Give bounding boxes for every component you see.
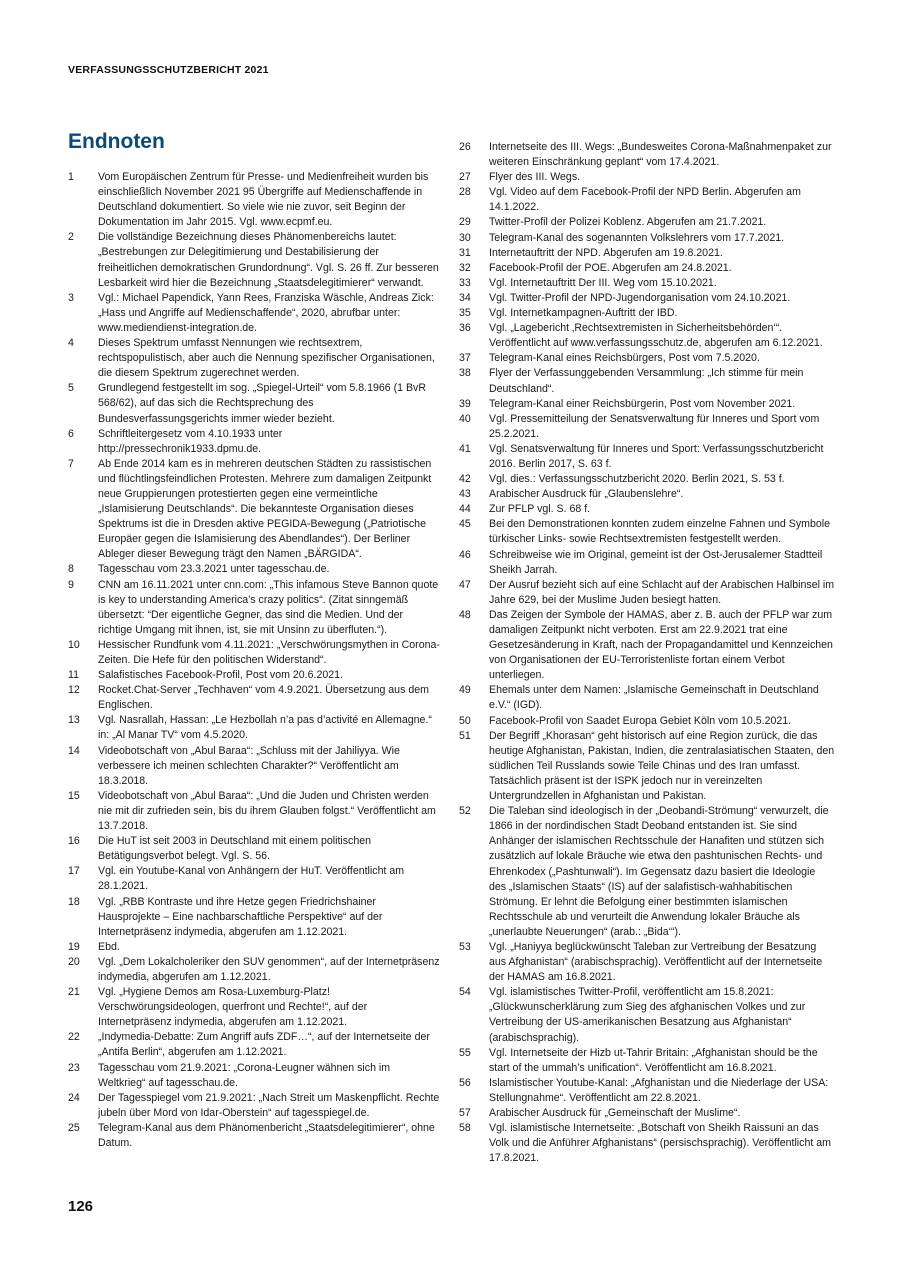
endnote-number: 50 bbox=[459, 714, 471, 727]
endnote bbox=[459, 714, 835, 729]
endnote-text: Schriftleitergesetz vom 4.10.1933 unter http://pressechronik1933.dpmu.de. bbox=[98, 427, 283, 455]
endnote-number: 54 bbox=[459, 986, 471, 999]
endnote bbox=[459, 291, 835, 306]
endnote bbox=[68, 336, 440, 381]
endnote-text: Vgl. „Haniyya beglückwünscht Taleban zur Vertreibung der Besatzung aus Afghanistan“ (arabischsprachig). Veröffentlicht auf der Internetseite der HAMAS am 16.8.2021. bbox=[489, 940, 823, 984]
endnote bbox=[68, 230, 440, 290]
endnote-number: 8 bbox=[68, 563, 74, 576]
endnote bbox=[68, 1061, 440, 1091]
endnote bbox=[459, 1046, 835, 1076]
endnote-number: 39 bbox=[459, 397, 471, 410]
endnote bbox=[459, 170, 835, 185]
endnote-text: Internetseite des III. Wegs: „Bundesweites Corona-Maßnahmenpaket zur weiteren Einschränkung geplant“ vom 17.4.2021. bbox=[489, 141, 832, 169]
endnote-text: Arabischer Ausdruck für „Gemeinschaft der Muslime“. bbox=[489, 1107, 741, 1119]
endnote-text: Vgl. Nasrallah, Hassan: „Le Hezbollah n’a pas d’activité en Allemagne.“ in: „Al Manar TV“ vom 4.5.2020. bbox=[98, 714, 432, 742]
endnote-number: 12 bbox=[68, 684, 80, 697]
endnote-text: Telegram-Kanal des sogenannten Volkslehrers vom 17.7.2021. bbox=[489, 231, 785, 244]
endnote-number: 27 bbox=[459, 171, 471, 184]
running-header: VERFASSUNGSSCHUTZBERICHT 2021 bbox=[68, 64, 269, 76]
endnote-number: 18 bbox=[68, 895, 80, 908]
endnote-text: Die vollständige Bezeichnung dieses Phänomenbereichs lautet: „Bestrebungen zur Delegitimierung und Destabilisierung der freiheitlichen demokratischen Grundordnung“. Vgl. S. 26 ff. Zur besseren Lesbarkeit wird hier die Bezeichnung „Staatsdelegitimierer“ verwandt. bbox=[98, 231, 439, 289]
endnote-number: 9 bbox=[68, 578, 74, 591]
endnote-text: Tagesschau vom 21.9.2021: „Corona-Leugner wähnen sich im Weltkrieg“ auf tagesschau.de. bbox=[98, 1061, 391, 1089]
endnote bbox=[459, 804, 835, 940]
endnote-text: Telegram-Kanal einer Reichsbürgerin, Post vom November 2021. bbox=[489, 397, 796, 410]
endnote-text: Vgl. Internetkampagnen-Auftritt der IBD. bbox=[489, 307, 678, 320]
endnote-text: Der Begriff „Khorasan“ geht historisch auf eine Region zurück, die das heutige Afghanistan, Pakistan, Indien, die zentralasiatischen Staaten, den südlichen Teil Russlands sowie Teile Chinas und des Iran umfasst. Tatsächlich präsent ist der ISPK jedoch nur in vereinzelten Untergrundzellen in Afghanistan und Pakistan. bbox=[489, 729, 835, 803]
page-number: 126 bbox=[68, 1198, 94, 1215]
endnote-text: Vgl. Video auf dem Facebook-Profil der NPD Berlin. Abgerufen am 14.1.2022. bbox=[489, 186, 801, 214]
endnote-text: Die HuT ist seit 2003 in Deutschland mit einem politischen Betätigungsverbot belegt. Vgl. S. 56. bbox=[98, 835, 372, 863]
endnote-number: 14 bbox=[68, 744, 80, 757]
endnote bbox=[68, 864, 440, 894]
endnote bbox=[459, 215, 835, 230]
endnote-text: Vgl. Internetseite der Hizb ut-Tahrir Britain: „Afghanistan should be the start of the ummah’s unification“. Veröffentlicht am 16.8.2021. bbox=[489, 1046, 818, 1074]
endnote-text: Vgl. „Hygiene Demos am Rosa-Luxemburg-Platz! Verschwörungsideologen, querfront und Rechte!“, auf der Internetpräsenz indymedia, abgerufen am 1.12.2021. bbox=[98, 986, 368, 1029]
endnote bbox=[459, 472, 835, 487]
endnote bbox=[68, 291, 440, 336]
endnote-number: 33 bbox=[459, 276, 471, 289]
endnote-number: 13 bbox=[68, 714, 80, 727]
endnote-number: 51 bbox=[459, 729, 471, 742]
endnote bbox=[459, 397, 835, 412]
endnote-number: 35 bbox=[459, 307, 471, 320]
endnote-number: 47 bbox=[459, 578, 471, 591]
endnote-text: Vgl. ein Youtube-Kanal von Anhängern der HuT. Veröffentlicht am 28.1.2021. bbox=[98, 865, 405, 893]
endnote bbox=[459, 412, 835, 442]
endnote bbox=[68, 744, 440, 789]
endnote-text: Vgl. „Lagebericht ‚Rechtsextremisten in Sicherheitsbehörden‘“. Veröffentlicht auf www.verfassungsschutz.de, abgerufen am 6.12.2021. bbox=[489, 322, 823, 350]
endnote-number: 23 bbox=[68, 1061, 80, 1074]
endnote-number: 25 bbox=[68, 1121, 80, 1134]
endnote-text: Arabischer Ausdruck für „Glaubenslehre“. bbox=[489, 488, 684, 501]
endnote-number: 17 bbox=[68, 865, 80, 878]
endnote bbox=[459, 321, 835, 351]
endnote bbox=[68, 940, 440, 955]
endnote-number: 24 bbox=[68, 1091, 80, 1104]
endnote bbox=[68, 683, 440, 713]
endnote-text: Facebook-Profil von Saadet Europa Gebiet Köln vom 10.5.2021. bbox=[489, 714, 792, 727]
endnote-text: Ebd. bbox=[98, 940, 120, 953]
endnote bbox=[459, 185, 835, 215]
endnote bbox=[459, 578, 835, 608]
endnote bbox=[459, 1121, 835, 1166]
endnote bbox=[68, 170, 440, 230]
endnote bbox=[459, 261, 835, 276]
endnote-text: Vom Europäischen Zentrum für Presse- und Medienfreiheit wurden bis einschließlich November 2021 95 Übergriffe auf Medienschaffende in Deutschland dokumentiert. So viele wie nie zuvor, seit Beginn der Dokumentation im Jahr 2015. Vgl. www.ecpmf.eu. bbox=[98, 171, 429, 229]
endnote-number: 5 bbox=[68, 382, 74, 395]
endnote-number: 53 bbox=[459, 940, 471, 953]
endnote bbox=[459, 246, 835, 261]
endnote-text: Das Zeigen der Symbole der HAMAS, aber z. B. auch der PFLP war zum damaligen Zeitpunkt nicht verboten. Erst am 22.9.2021 trat eine Gesetzesänderung in Kraft, nach der Propagandamittel und Kennzeichen von Organisationen der EU-Terroristenliste fortan einem Verbot unterliegen. bbox=[489, 608, 833, 682]
endnote-text: Twitter-Profil der Polizei Koblenz. Abgerufen am 21.7.2021. bbox=[489, 216, 767, 229]
endnote-text: Videobotschaft von „Abul Baraa“: „Schluss mit der Jahiliyya. Wie verbessere ich meinen schlechten Charakter?“ Veröffentlicht am 18.3.2018. bbox=[98, 744, 400, 787]
endnote bbox=[68, 578, 440, 638]
endnote bbox=[459, 502, 835, 517]
endnote-text: Vgl. Twitter-Profil der NPD-Jugendorganisation vom 24.10.2021. bbox=[489, 291, 791, 304]
endnote-number: 55 bbox=[459, 1046, 471, 1059]
endnote-text: Der Ausruf bezieht sich auf eine Schlacht auf der Arabischen Halbinsel im Jahre 629, bei der Muslime Juden besiegt hatten. bbox=[489, 578, 835, 606]
endnote-number: 32 bbox=[459, 261, 471, 274]
endnote-number: 58 bbox=[459, 1122, 471, 1135]
endnotes-column-left bbox=[68, 170, 440, 1151]
endnote-number: 19 bbox=[68, 940, 80, 953]
endnote-number: 4 bbox=[68, 337, 74, 350]
endnote-text: Vgl. islamistische Internetseite: „Botschaft von Sheikh Raissuni an das Volk und die Anführer Afghanistans“ (persischsprachig). Veröffentlicht am 17.8.2021. bbox=[489, 1122, 831, 1165]
endnote-number: 38 bbox=[459, 367, 471, 380]
endnote-number: 11 bbox=[68, 669, 79, 682]
endnote-text: Vgl. „RBB Kontraste und ihre Hetze gegen Friedrichshainer Hausprojekte – Eine nachbarschaftliche Perspektive“ auf der Internetpräsenz indymedia, abgerufen am 1.12.2021. bbox=[98, 895, 383, 938]
endnote-number: 44 bbox=[459, 503, 471, 516]
endnote-number: 20 bbox=[68, 955, 80, 968]
endnote bbox=[68, 381, 440, 426]
endnote bbox=[68, 668, 440, 683]
endnote-text: Der Tagesspiegel vom 21.9.2021: „Nach Streit um Maskenpflicht. Rechte jubeln über Mord von Idar-Oberstein“ auf tagesspiegel.de. bbox=[98, 1091, 440, 1119]
endnote-number: 6 bbox=[68, 427, 74, 440]
endnote-text: Vgl. dies.: Verfassungsschutzbericht 2020. Berlin 2021, S. 53 f. bbox=[489, 473, 785, 486]
endnote-text: Ab Ende 2014 kam es in mehreren deutschen Städten zu rassistischen und flüchtlingsfeindlichen Protesten. Mehrere zum damaligen Zeitpunkt neue Gruppierungen protestierten gegen eine vermeintliche „Islamisierung Deutschlands“. Die bekannteste Organisation dieses Spektrums ist die in Dresden aktive PEGIDA-Bewegung („Patriotische Europäer gegen die Islamisierung des Abendlandes“). Der Berliner Ableger dieser Bewegung trägt den Namen „BÄRGIDA“. bbox=[98, 457, 432, 561]
endnote-text: Vgl.: Michael Papendick, Yann Rees, Franziska Wäschle, Andreas Zick: „Hass und Angriffe auf Medienschaffende“, 2020, abrufbar unter: www.mediendienst-integration.de. bbox=[98, 291, 434, 334]
endnote bbox=[68, 1121, 440, 1151]
endnote bbox=[68, 427, 440, 457]
endnote-text: Vgl. Pressemitteilung der Senatsverwaltung für Inneres und Sport vom 25.2.2021. bbox=[489, 412, 820, 440]
endnote-text: Hessischer Rundfunk vom 4.11.2021: „Verschwörungsmythen in Corona-Zeiten. Die Hefe für den politischen Widerstand“. bbox=[98, 638, 440, 666]
endnote-text: Vgl. „Dem Lokalcholeriker den SUV genommen“, auf der Internetpräsenz indymedia, abgerufen am 1.12.2021. bbox=[98, 955, 440, 983]
endnote-number: 46 bbox=[459, 548, 471, 561]
endnotes-column-right bbox=[459, 140, 835, 1166]
endnote-text: Dieses Spektrum umfasst Nennungen wie rechtsextrem, rechtspopulistisch, aber auch die Nennung spezifischer Organisationen, die diesem Spektrum zugerechnet werden. bbox=[98, 337, 435, 380]
endnote bbox=[459, 351, 835, 366]
endnote-text: Flyer der Verfassunggebenden Versammlung: „Ich stimme für mein Deutschland“. bbox=[489, 367, 804, 395]
endnote-text: „Indymedia-Debatte: Zum Angriff aufs ZDF…“, auf der Internetseite der „Antifa Berlin“, abgerufen am 1.12.2021. bbox=[98, 1031, 430, 1059]
endnote-number: 2 bbox=[68, 231, 74, 244]
endnote-number: 26 bbox=[459, 141, 471, 153]
endnote-text: Zur PFLP vgl. S. 68 f. bbox=[489, 503, 591, 516]
endnote-number: 21 bbox=[68, 986, 80, 999]
endnote bbox=[68, 895, 440, 940]
endnote bbox=[68, 638, 440, 668]
endnote bbox=[459, 231, 835, 246]
endnote bbox=[459, 985, 835, 1045]
endnote-number: 15 bbox=[68, 789, 80, 802]
endnote bbox=[68, 457, 440, 563]
endnote-text: CNN am 16.11.2021 unter cnn.com: „This infamous Steve Bannon quote is key to understanding America’s crazy politics“. (Zitat sinngemäß übersetzt: “Der eigentliche Gegner, das sind die Medien. Und der richtige Umgang mit ihnen, ist, sie mit Unsinn zu überfluten.“). bbox=[98, 578, 439, 636]
endnote-number: 49 bbox=[459, 684, 471, 697]
endnote bbox=[68, 789, 440, 834]
endnote-text: Videobotschaft von „Abul Baraa“: „Und die Juden und Christen werden nie mit dir zufrieden sein, bis du ihrem Glauben folgst.“ Veröffentlicht am 13.7.2018. bbox=[98, 789, 436, 833]
endnote-number: 1 bbox=[68, 171, 74, 183]
endnote-text: Ehemals unter dem Namen: „Islamische Gemeinschaft in Deutschland e.V.“ (IGD). bbox=[489, 684, 819, 712]
endnote-text: Vgl. islamistisches Twitter-Profil, veröffentlicht am 15.8.2021: „Glückwunscherklärung zum Sieg des afghanischen Volkes und zur Vertreibung der US-amerikanischen Besatzung aus Afghanistan“ (arabischsprachig). bbox=[489, 986, 806, 1044]
endnote-text: Flyer des III. Wegs. bbox=[489, 171, 581, 184]
endnote-number: 41 bbox=[459, 442, 471, 455]
endnote bbox=[68, 562, 440, 577]
endnote bbox=[68, 1091, 440, 1121]
endnote-number: 3 bbox=[68, 291, 74, 304]
endnote-number: 28 bbox=[459, 186, 471, 199]
endnote-number: 37 bbox=[459, 352, 471, 365]
endnote bbox=[459, 683, 835, 713]
endnote-number: 31 bbox=[459, 246, 471, 259]
endnote-text: Facebook-Profil der POE. Abgerufen am 24.8.2021. bbox=[489, 261, 732, 274]
endnote bbox=[459, 1106, 835, 1121]
endnote-number: 57 bbox=[459, 1107, 471, 1119]
endnote bbox=[459, 608, 835, 683]
endnote bbox=[459, 548, 835, 578]
endnote bbox=[68, 713, 440, 743]
endnote-text: Vgl. Senatsverwaltung für Inneres und Sport: Verfassungsschutzbericht 2016. Berlin 2017, S. 63 f. bbox=[489, 442, 824, 470]
endnote-number: 16 bbox=[68, 835, 80, 848]
endnote-number: 34 bbox=[459, 291, 471, 304]
endnote bbox=[459, 442, 835, 472]
endnote-number: 52 bbox=[459, 805, 471, 818]
endnote-number: 42 bbox=[459, 473, 471, 486]
endnote-text: Die Taleban sind ideologisch in der „Deobandi-Strömung“ verwurzelt, die 1866 in der nordindischen Stadt Deoband entstanden ist. Sie sind Anhänger der islamischen Rechtsschule der Hanafiten und stützen sich zusätzlich auf lokale Bräuche wie etwa den pashtunischen Rechts- und Ehrenkodex („Pashtunwali“). Im Gegensatz dazu basiert die Ideologie des „Islamischen Staats“ (IS) auf der salafistisch-wahhabitischen Strömung. Er lehnt die Befolgung einer bestimmten islamischen Rechtsschule ab und verurteilt die Anwendung lokaler Bräuche als „unerlaubte Neuerungen“ (arab.: „Bida‘“). bbox=[489, 805, 829, 938]
section-title: Endnoten bbox=[68, 130, 165, 153]
endnote-number: 45 bbox=[459, 518, 471, 531]
endnote bbox=[459, 140, 835, 170]
endnote bbox=[68, 1030, 440, 1060]
endnote-number: 30 bbox=[459, 231, 471, 244]
endnote bbox=[459, 517, 835, 547]
endnote bbox=[68, 834, 440, 864]
endnote-text: Islamistischer Youtube-Kanal: „Afghanistan und die Niederlage der USA: Stellungnahme“. Veröffentlicht am 22.8.2021. bbox=[489, 1076, 829, 1104]
endnote-text: Salafistisches Facebook-Profil, Post vom 20.6.2021. bbox=[98, 669, 343, 682]
endnote-text: Telegram-Kanal aus dem Phänomenbericht „Staatsdelegitimierer“, ohne Datum. bbox=[98, 1121, 435, 1149]
endnote bbox=[68, 985, 440, 1030]
endnote-number: 7 bbox=[68, 457, 74, 470]
endnote-number: 36 bbox=[459, 322, 471, 335]
endnote-text: Rocket.Chat-Server „Techhaven“ vom 4.9.2021. Übersetzung aus dem Englischen. bbox=[98, 684, 429, 712]
endnote-number: 29 bbox=[459, 216, 471, 229]
endnote bbox=[459, 1076, 835, 1106]
endnote-number: 43 bbox=[459, 488, 471, 501]
endnote bbox=[459, 276, 835, 291]
endnote-number: 56 bbox=[459, 1076, 471, 1089]
endnote-text: Bei den Demonstrationen konnten zudem einzelne Fahnen und Symbole türkischer Links- sowie Rechtsextremisten festgestellt werden. bbox=[489, 518, 830, 546]
endnote bbox=[459, 306, 835, 321]
endnote bbox=[68, 955, 440, 985]
endnote-text: Internetauftritt der NPD. Abgerufen am 19.8.2021. bbox=[489, 246, 723, 259]
endnote-text: Vgl. Internetauftritt Der III. Weg vom 15.10.2021. bbox=[489, 276, 717, 289]
endnote-text: Telegram-Kanal eines Reichsbürgers, Post vom 7.5.2020. bbox=[489, 352, 760, 365]
endnote-text: Grundlegend festgestellt im sog. „Spiegel-Urteil“ vom 5.8.1966 (1 BvR 568/62), auf das sich die Rechtsprechung des Bundesverfassungsgerichts immer wieder bezieht. bbox=[98, 382, 426, 425]
endnote bbox=[459, 729, 835, 804]
endnote-text: Tagesschau vom 23.3.2021 unter tagesschau.de. bbox=[98, 563, 330, 576]
endnote-number: 48 bbox=[459, 608, 471, 621]
endnote-number: 40 bbox=[459, 412, 471, 425]
endnote bbox=[459, 487, 835, 502]
endnote bbox=[459, 366, 835, 396]
endnote-number: 10 bbox=[68, 638, 80, 651]
endnote bbox=[459, 940, 835, 985]
endnote-text: Schreibweise wie im Original, gemeint ist der Ost-Jerusalemer Stadtteil Sheikh Jarrah. bbox=[489, 548, 823, 576]
endnote-number: 22 bbox=[68, 1031, 80, 1044]
